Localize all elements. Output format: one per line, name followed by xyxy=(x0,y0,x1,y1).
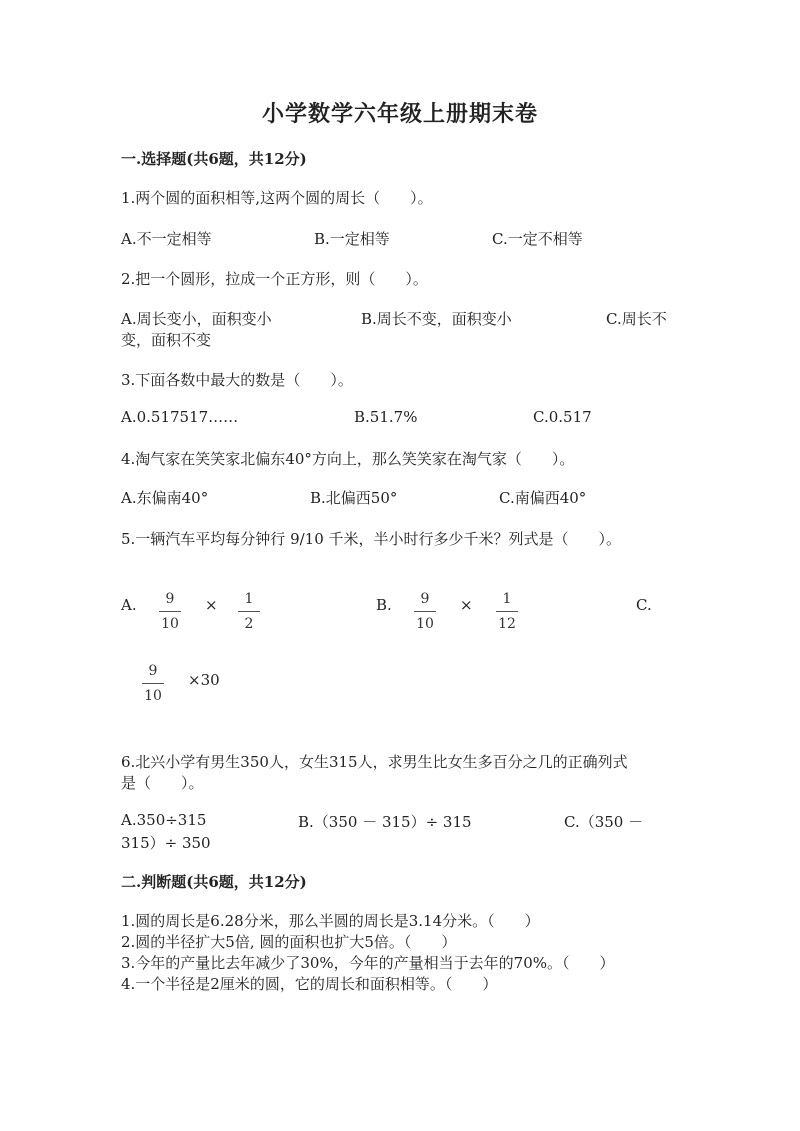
multiply-sign: × xyxy=(205,596,218,614)
question-3-option-a: A.0.517517…… xyxy=(121,408,239,426)
multiply-sign: × xyxy=(460,596,473,614)
page-title: 小学数学六年级上册期末卷 xyxy=(261,101,538,127)
question-5-option-a-label: A. xyxy=(121,596,137,614)
question-6-option-c: C.（350 － xyxy=(564,813,644,831)
question-4-option-c: C.南偏西40° xyxy=(499,489,587,507)
question-1-option-a: A.不一定相等 xyxy=(121,230,212,248)
question-5-option-c-tail: ×30 xyxy=(188,671,220,689)
fraction-numerator: 9 xyxy=(420,591,430,607)
fraction-numerator: 1 xyxy=(502,591,512,607)
question-6-stem: 6.北兴小学有男生350人，女生315人，求男生比女生多百分之几的正确列式 xyxy=(121,753,628,771)
question-6-option-b: B.（350 － 315）÷ 315 xyxy=(298,813,472,831)
question-1-stem: 1.两个圆的面积相等,这两个圆的周长（ ）。 xyxy=(121,189,433,207)
question-5-option-c-fraction xyxy=(140,662,166,705)
question-5-option-b-fraction-2 xyxy=(494,590,520,633)
section-heading-choice: 一.选择题(共6题，共12分) xyxy=(121,150,307,168)
question-2-option-a: A.周长变小，面积变小 xyxy=(121,310,272,328)
question-3-option-c: C.0.517 xyxy=(533,408,592,426)
fraction-numerator: 1 xyxy=(244,591,254,607)
fraction-bar xyxy=(142,683,164,684)
question-6-stem-cont: 是（ ）。 xyxy=(121,774,204,792)
section-heading-judgement: 二.判断题(共6题，共12分) xyxy=(121,873,307,891)
question-5-option-b-fraction-1 xyxy=(412,590,438,633)
question-6-option-c-cont: 315）÷ 350 xyxy=(121,834,211,852)
question-2-stem: 2.把一个圆形，拉成一个正方形，则（ ）。 xyxy=(121,270,428,288)
question-4-stem: 4.淘气家在笑笑家北偏东40°方向上，那么笑笑家在淘气家（ ）。 xyxy=(121,450,575,468)
fraction-bar xyxy=(159,611,181,612)
judgement-item-4: 4.一个半径是2厘米的圆，它的周长和面积相等。（ ） xyxy=(121,975,498,993)
fraction-bar xyxy=(496,611,518,612)
fraction-denominator: 12 xyxy=(498,616,516,632)
question-2-option-c-cont: 变，面积不变 xyxy=(121,331,212,349)
question-3-stem: 3.下面各数中最大的数是（ ）。 xyxy=(121,371,353,389)
question-5-option-a-fraction-1 xyxy=(157,590,183,633)
fraction-denominator: 10 xyxy=(161,616,179,632)
question-4-option-b: B.北偏西50° xyxy=(310,489,398,507)
judgement-item-3: 3.今年的产量比去年减少了30%，今年的产量相当于去年的70%。（ ） xyxy=(121,954,615,972)
judgement-item-1: 1.圆的周长是6.28分米，那么半圆的周长是3.14分米。（ ） xyxy=(121,912,540,930)
question-4-option-a: A.东偏南40° xyxy=(121,489,209,507)
question-5-option-a-fraction-2 xyxy=(236,590,262,633)
judgement-item-2: 2.圆的半径扩大5倍, 圆的面积也扩大5倍。（ ） xyxy=(121,933,457,951)
question-2-option-c: C.周长不 xyxy=(606,310,667,328)
question-1-option-b: B.一定相等 xyxy=(314,230,390,248)
fraction-denominator: 2 xyxy=(244,616,254,632)
fraction-denominator: 10 xyxy=(416,616,434,632)
fraction-bar xyxy=(414,611,436,612)
question-6-option-a: A.350÷315 xyxy=(121,811,207,829)
fraction-numerator: 9 xyxy=(165,591,175,607)
fraction-bar xyxy=(238,611,260,612)
question-2-option-b: B.周长不变，面积变小 xyxy=(361,310,512,328)
fraction-denominator: 10 xyxy=(144,688,162,704)
question-5-option-c-label: C. xyxy=(636,596,652,614)
question-3-option-b: B.51.7% xyxy=(354,408,418,426)
question-5-stem: 5.一辆汽车平均每分钟行 9/10 千米，半小时行多少千米？列式是（ ）。 xyxy=(121,530,622,548)
question-1-option-c: C.一定不相等 xyxy=(492,230,583,248)
fraction-numerator: 9 xyxy=(148,663,158,679)
question-5-option-b-label: B. xyxy=(376,596,392,614)
